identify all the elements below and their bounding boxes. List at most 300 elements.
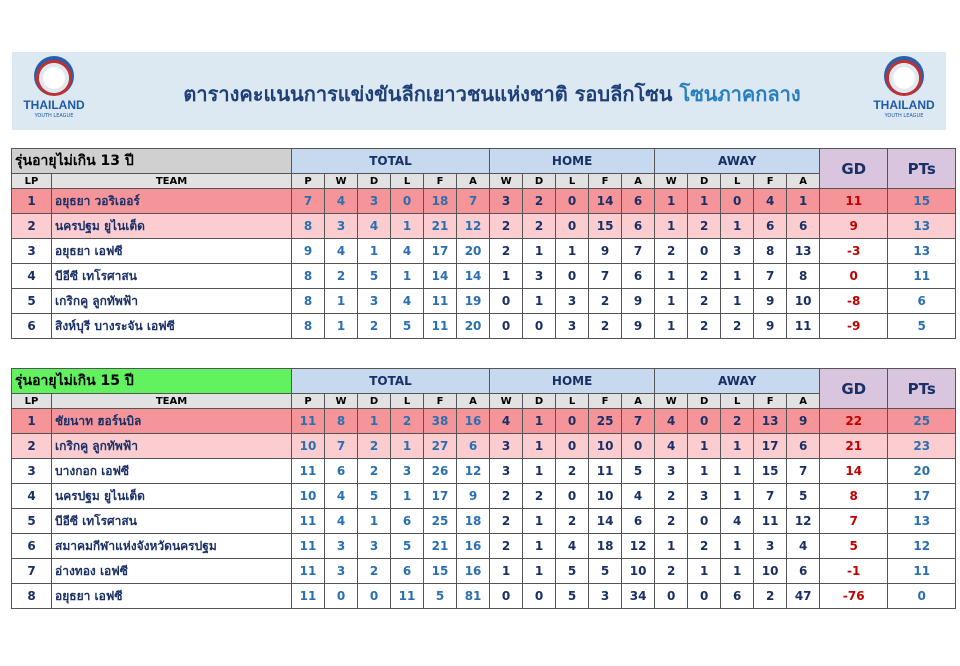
rank-cell: 3 — [12, 459, 52, 484]
away-stat-cell: 13 — [787, 239, 820, 264]
away-stat-cell: 17 — [754, 434, 787, 459]
team-name-cell: นครปฐม ยูไนเต็ด — [52, 214, 292, 239]
away-stat-cell: 0 — [655, 584, 688, 609]
away-stat-cell: 2 — [655, 484, 688, 509]
home-stat-cell: 0 — [556, 189, 589, 214]
points-cell: 13 — [888, 214, 956, 239]
total-stat-cell: 1 — [391, 214, 424, 239]
rank-cell: 3 — [12, 239, 52, 264]
header-gd: GD — [820, 149, 888, 189]
home-stat-cell: 9 — [622, 314, 655, 339]
header-home: HOME — [490, 369, 655, 394]
goal-difference-cell: 9 — [820, 214, 888, 239]
total-stat-cell: 2 — [358, 459, 391, 484]
home-stat-cell: 3 — [556, 289, 589, 314]
home-stat-cell: 9 — [622, 289, 655, 314]
away-stat-cell: 10 — [754, 559, 787, 584]
header-home-a: A — [622, 394, 655, 409]
home-stat-cell: 0 — [622, 434, 655, 459]
total-stat-cell: 17 — [424, 239, 457, 264]
home-stat-cell: 3 — [556, 314, 589, 339]
header-home-f: F — [589, 394, 622, 409]
total-stat-cell: 4 — [358, 214, 391, 239]
away-stat-cell: 6 — [754, 214, 787, 239]
points-cell: 6 — [888, 289, 956, 314]
home-stat-cell: 1 — [523, 409, 556, 434]
logo-text: THAILAND — [23, 98, 85, 112]
total-stat-cell: 15 — [424, 559, 457, 584]
away-stat-cell: 9 — [754, 289, 787, 314]
points-cell: 23 — [888, 434, 956, 459]
total-stat-cell: 4 — [325, 239, 358, 264]
total-stat-cell: 3 — [325, 214, 358, 239]
home-stat-cell: 2 — [490, 534, 523, 559]
away-stat-cell: 1 — [721, 559, 754, 584]
goal-difference-cell: 21 — [820, 434, 888, 459]
away-stat-cell: 6 — [787, 434, 820, 459]
total-stat-cell: 7 — [292, 189, 325, 214]
rank-cell: 4 — [12, 264, 52, 289]
total-stat-cell: 6 — [325, 459, 358, 484]
away-stat-cell: 8 — [787, 264, 820, 289]
team-name-cell: สมาคมกีฬาแห่งจังหวัดนครปฐม — [52, 534, 292, 559]
team-name-cell: สิงห์บุรี บางระจัน เอฟซี — [52, 314, 292, 339]
total-stat-cell: 14 — [424, 264, 457, 289]
total-stat-cell: 3 — [358, 289, 391, 314]
away-stat-cell: 0 — [688, 584, 721, 609]
total-stat-cell: 6 — [457, 434, 490, 459]
team-name-cell: เกริกคู ลูกทัพฟ้า — [52, 289, 292, 314]
away-stat-cell: 2 — [655, 559, 688, 584]
header-away-w: W — [655, 394, 688, 409]
total-stat-cell: 4 — [391, 239, 424, 264]
away-stat-cell: 15 — [754, 459, 787, 484]
home-stat-cell: 3 — [490, 434, 523, 459]
table-row — [12, 289, 956, 314]
home-stat-cell: 3 — [589, 584, 622, 609]
home-stat-cell: 6 — [622, 214, 655, 239]
header-total-l: L — [391, 394, 424, 409]
ball-icon — [884, 56, 924, 96]
away-stat-cell: 1 — [655, 289, 688, 314]
away-stat-cell: 6 — [787, 559, 820, 584]
goal-difference-cell: -9 — [820, 314, 888, 339]
away-stat-cell: 7 — [787, 459, 820, 484]
total-stat-cell: 26 — [424, 459, 457, 484]
points-cell: 12 — [888, 534, 956, 559]
table-row — [12, 434, 956, 459]
home-stat-cell: 1 — [523, 559, 556, 584]
total-stat-cell: 7 — [325, 434, 358, 459]
total-stat-cell: 16 — [457, 534, 490, 559]
home-stat-cell: 2 — [589, 314, 622, 339]
section-title: รุ่นอายุไม่เกิน 13 ปี — [12, 149, 292, 174]
header-total: TOTAL — [292, 149, 490, 174]
header-total-p: P — [292, 394, 325, 409]
home-stat-cell: 2 — [523, 189, 556, 214]
away-stat-cell: 1 — [688, 434, 721, 459]
home-stat-cell: 1 — [523, 509, 556, 534]
total-stat-cell: 11 — [292, 409, 325, 434]
goal-difference-cell: 0 — [820, 264, 888, 289]
total-stat-cell: 21 — [424, 534, 457, 559]
points-cell: 11 — [888, 559, 956, 584]
table-row — [12, 534, 956, 559]
page-title — [102, 78, 882, 110]
header-away-f: F — [754, 174, 787, 189]
home-stat-cell: 34 — [622, 584, 655, 609]
rank-cell: 5 — [12, 509, 52, 534]
points-cell: 13 — [888, 239, 956, 264]
away-stat-cell: 1 — [787, 189, 820, 214]
header-away-f: F — [754, 394, 787, 409]
header-away-w: W — [655, 174, 688, 189]
rank-cell: 6 — [12, 534, 52, 559]
header-home-a: A — [622, 174, 655, 189]
page-header — [12, 52, 946, 130]
header-gd: GD — [820, 369, 888, 409]
away-stat-cell: 6 — [721, 584, 754, 609]
header-home-f: F — [589, 174, 622, 189]
total-stat-cell: 10 — [292, 434, 325, 459]
home-stat-cell: 0 — [490, 584, 523, 609]
table-row — [12, 584, 956, 609]
standings-table-u13 — [11, 148, 956, 339]
total-stat-cell: 2 — [391, 409, 424, 434]
away-stat-cell: 47 — [787, 584, 820, 609]
total-stat-cell: 3 — [391, 459, 424, 484]
total-stat-cell: 4 — [325, 189, 358, 214]
table-row — [12, 459, 956, 484]
away-stat-cell: 2 — [688, 264, 721, 289]
home-stat-cell: 1 — [523, 434, 556, 459]
total-stat-cell: 11 — [292, 534, 325, 559]
away-stat-cell: 0 — [688, 239, 721, 264]
away-stat-cell: 2 — [721, 314, 754, 339]
home-stat-cell: 2 — [490, 484, 523, 509]
thailand-youth-league-logo-right — [868, 56, 940, 126]
home-stat-cell: 6 — [622, 509, 655, 534]
total-stat-cell: 3 — [358, 534, 391, 559]
home-stat-cell: 0 — [556, 264, 589, 289]
away-stat-cell: 1 — [655, 189, 688, 214]
points-cell: 0 — [888, 584, 956, 609]
away-stat-cell: 12 — [787, 509, 820, 534]
total-stat-cell: 11 — [292, 509, 325, 534]
total-stat-cell: 1 — [391, 484, 424, 509]
rank-cell: 8 — [12, 584, 52, 609]
away-stat-cell: 7 — [754, 484, 787, 509]
away-stat-cell: 1 — [688, 459, 721, 484]
total-stat-cell: 11 — [424, 289, 457, 314]
header-total-w: W — [325, 394, 358, 409]
home-stat-cell: 0 — [556, 214, 589, 239]
goal-difference-cell: -1 — [820, 559, 888, 584]
away-stat-cell: 1 — [721, 434, 754, 459]
away-stat-cell: 1 — [721, 484, 754, 509]
header-total-a: A — [457, 174, 490, 189]
away-stat-cell: 1 — [655, 264, 688, 289]
home-stat-cell: 14 — [589, 509, 622, 534]
total-stat-cell: 19 — [457, 289, 490, 314]
rank-cell: 2 — [12, 214, 52, 239]
home-stat-cell: 11 — [589, 459, 622, 484]
header-total-d: D — [358, 174, 391, 189]
home-stat-cell: 6 — [622, 189, 655, 214]
header-total-p: P — [292, 174, 325, 189]
goal-difference-cell: 22 — [820, 409, 888, 434]
header-home-w: W — [490, 174, 523, 189]
header-pts: PTs — [888, 369, 956, 409]
total-stat-cell: 0 — [325, 584, 358, 609]
rank-cell: 1 — [12, 189, 52, 214]
header-total-f: F — [424, 394, 457, 409]
home-stat-cell: 10 — [622, 559, 655, 584]
home-stat-cell: 2 — [490, 214, 523, 239]
header-home: HOME — [490, 149, 655, 174]
total-stat-cell: 2 — [358, 559, 391, 584]
total-stat-cell: 25 — [424, 509, 457, 534]
away-stat-cell: 4 — [721, 509, 754, 534]
away-stat-cell: 2 — [688, 214, 721, 239]
total-stat-cell: 9 — [292, 239, 325, 264]
header-total-a: A — [457, 394, 490, 409]
home-stat-cell: 18 — [589, 534, 622, 559]
away-stat-cell: 1 — [688, 559, 721, 584]
home-stat-cell: 1 — [490, 264, 523, 289]
home-stat-cell: 2 — [490, 239, 523, 264]
group-header-row — [12, 369, 956, 394]
title-main: ตารางคะแนนการแข่งขันลีกเยาวชนแห่งชาติ รอบลีกโซน — [183, 82, 673, 106]
away-stat-cell: 9 — [787, 409, 820, 434]
points-cell: 13 — [888, 509, 956, 534]
away-stat-cell: 6 — [787, 214, 820, 239]
total-stat-cell: 1 — [391, 434, 424, 459]
table-row — [12, 314, 956, 339]
total-stat-cell: 12 — [457, 459, 490, 484]
away-stat-cell: 3 — [688, 484, 721, 509]
header-away-l: L — [721, 394, 754, 409]
home-stat-cell: 0 — [523, 314, 556, 339]
total-stat-cell: 17 — [424, 484, 457, 509]
away-stat-cell: 1 — [721, 459, 754, 484]
total-stat-cell: 11 — [292, 584, 325, 609]
header-lp: LP — [12, 174, 52, 189]
total-stat-cell: 5 — [358, 264, 391, 289]
total-stat-cell: 11 — [424, 314, 457, 339]
header-team: TEAM — [52, 394, 292, 409]
away-stat-cell: 1 — [721, 264, 754, 289]
home-stat-cell: 2 — [490, 509, 523, 534]
total-stat-cell: 4 — [325, 484, 358, 509]
home-stat-cell: 7 — [622, 409, 655, 434]
team-name-cell: อยุธยา เอฟซี — [52, 584, 292, 609]
away-stat-cell: 1 — [655, 534, 688, 559]
total-stat-cell: 5 — [391, 314, 424, 339]
home-stat-cell: 3 — [490, 189, 523, 214]
points-cell: 20 — [888, 459, 956, 484]
away-stat-cell: 2 — [721, 409, 754, 434]
header-team: TEAM — [52, 174, 292, 189]
total-stat-cell: 21 — [424, 214, 457, 239]
total-stat-cell: 6 — [391, 559, 424, 584]
home-stat-cell: 4 — [490, 409, 523, 434]
away-stat-cell: 0 — [688, 509, 721, 534]
team-name-cell: อยุธยา เอฟซี — [52, 239, 292, 264]
home-stat-cell: 15 — [589, 214, 622, 239]
away-stat-cell: 2 — [754, 584, 787, 609]
rank-cell: 1 — [12, 409, 52, 434]
away-stat-cell: 2 — [655, 239, 688, 264]
home-stat-cell: 25 — [589, 409, 622, 434]
header-away: AWAY — [655, 369, 820, 394]
team-name-cell: บีอีซี เทโรศาสน — [52, 509, 292, 534]
total-stat-cell: 7 — [457, 189, 490, 214]
logo-subtext: YOUTH LEAGUE — [34, 113, 74, 119]
goal-difference-cell: 8 — [820, 484, 888, 509]
home-stat-cell: 2 — [523, 214, 556, 239]
away-stat-cell: 4 — [655, 409, 688, 434]
total-stat-cell: 0 — [358, 584, 391, 609]
total-stat-cell: 3 — [325, 534, 358, 559]
away-stat-cell: 0 — [721, 189, 754, 214]
total-stat-cell: 1 — [358, 509, 391, 534]
header-total-d: D — [358, 394, 391, 409]
home-stat-cell: 5 — [589, 559, 622, 584]
rank-cell: 4 — [12, 484, 52, 509]
away-stat-cell: 7 — [754, 264, 787, 289]
points-cell: 17 — [888, 484, 956, 509]
home-stat-cell: 1 — [523, 239, 556, 264]
goal-difference-cell: 14 — [820, 459, 888, 484]
total-stat-cell: 8 — [325, 409, 358, 434]
away-stat-cell: 1 — [655, 314, 688, 339]
total-stat-cell: 2 — [358, 314, 391, 339]
team-name-cell: บีอีซี เทโรศาสน — [52, 264, 292, 289]
total-stat-cell: 3 — [358, 189, 391, 214]
goal-difference-cell: 5 — [820, 534, 888, 559]
home-stat-cell: 1 — [490, 559, 523, 584]
header-pts: PTs — [888, 149, 956, 189]
total-stat-cell: 10 — [292, 484, 325, 509]
total-stat-cell: 5 — [391, 534, 424, 559]
header-total: TOTAL — [292, 369, 490, 394]
rank-cell: 6 — [12, 314, 52, 339]
home-stat-cell: 5 — [622, 459, 655, 484]
total-stat-cell: 81 — [457, 584, 490, 609]
home-stat-cell: 1 — [523, 289, 556, 314]
home-stat-cell: 2 — [589, 289, 622, 314]
points-cell: 25 — [888, 409, 956, 434]
header-away-a: A — [787, 174, 820, 189]
home-stat-cell: 0 — [556, 409, 589, 434]
total-stat-cell: 16 — [457, 559, 490, 584]
away-stat-cell: 2 — [688, 534, 721, 559]
table-row — [12, 559, 956, 584]
total-stat-cell: 4 — [391, 289, 424, 314]
standings-table-u15 — [11, 368, 956, 609]
home-stat-cell: 0 — [490, 314, 523, 339]
goal-difference-cell: -8 — [820, 289, 888, 314]
table-row — [12, 484, 956, 509]
total-stat-cell: 1 — [391, 264, 424, 289]
away-stat-cell: 9 — [754, 314, 787, 339]
home-stat-cell: 2 — [556, 509, 589, 534]
total-stat-cell: 18 — [457, 509, 490, 534]
logo-text: THAILAND — [873, 98, 935, 112]
ball-icon — [34, 56, 74, 96]
header-total-f: F — [424, 174, 457, 189]
total-stat-cell: 1 — [325, 289, 358, 314]
team-name-cell: อ่างทอง เอฟซี — [52, 559, 292, 584]
header-away-d: D — [688, 394, 721, 409]
team-name-cell: ชัยนาท ฮอร์นบิล — [52, 409, 292, 434]
total-stat-cell: 20 — [457, 314, 490, 339]
total-stat-cell: 5 — [358, 484, 391, 509]
header-home-d: D — [523, 394, 556, 409]
header-home-d: D — [523, 174, 556, 189]
home-stat-cell: 1 — [523, 459, 556, 484]
header-home-w: W — [490, 394, 523, 409]
away-stat-cell: 5 — [787, 484, 820, 509]
away-stat-cell: 1 — [721, 534, 754, 559]
total-stat-cell: 11 — [292, 459, 325, 484]
home-stat-cell: 3 — [523, 264, 556, 289]
points-cell: 11 — [888, 264, 956, 289]
total-stat-cell: 16 — [457, 409, 490, 434]
total-stat-cell: 1 — [358, 239, 391, 264]
home-stat-cell: 2 — [523, 484, 556, 509]
total-stat-cell: 3 — [325, 559, 358, 584]
away-stat-cell: 4 — [754, 189, 787, 214]
header-total-w: W — [325, 174, 358, 189]
total-stat-cell: 27 — [424, 434, 457, 459]
away-stat-cell: 2 — [688, 314, 721, 339]
home-stat-cell: 12 — [622, 534, 655, 559]
home-stat-cell: 0 — [556, 484, 589, 509]
home-stat-cell: 6 — [622, 264, 655, 289]
home-stat-cell: 0 — [490, 289, 523, 314]
thailand-youth-league-logo — [18, 56, 90, 126]
home-stat-cell: 5 — [556, 559, 589, 584]
header-home-l: L — [556, 174, 589, 189]
total-stat-cell: 38 — [424, 409, 457, 434]
away-stat-cell: 1 — [688, 189, 721, 214]
total-stat-cell: 12 — [457, 214, 490, 239]
away-stat-cell: 11 — [787, 314, 820, 339]
rank-cell: 2 — [12, 434, 52, 459]
header-total-l: L — [391, 174, 424, 189]
away-stat-cell: 11 — [754, 509, 787, 534]
rank-cell: 7 — [12, 559, 52, 584]
home-stat-cell: 10 — [589, 484, 622, 509]
home-stat-cell: 0 — [523, 584, 556, 609]
header-away: AWAY — [655, 149, 820, 174]
total-stat-cell: 8 — [292, 314, 325, 339]
away-stat-cell: 2 — [655, 509, 688, 534]
team-name-cell: นครปฐม ยูไนเต็ด — [52, 484, 292, 509]
home-stat-cell: 1 — [523, 534, 556, 559]
total-stat-cell: 4 — [325, 509, 358, 534]
total-stat-cell: 5 — [424, 584, 457, 609]
away-stat-cell: 1 — [655, 214, 688, 239]
away-stat-cell: 3 — [655, 459, 688, 484]
column-header-row — [12, 174, 956, 189]
table-row — [12, 264, 956, 289]
logo-subtext: YOUTH LEAGUE — [884, 113, 924, 119]
total-stat-cell: 11 — [391, 584, 424, 609]
away-stat-cell: 3 — [721, 239, 754, 264]
